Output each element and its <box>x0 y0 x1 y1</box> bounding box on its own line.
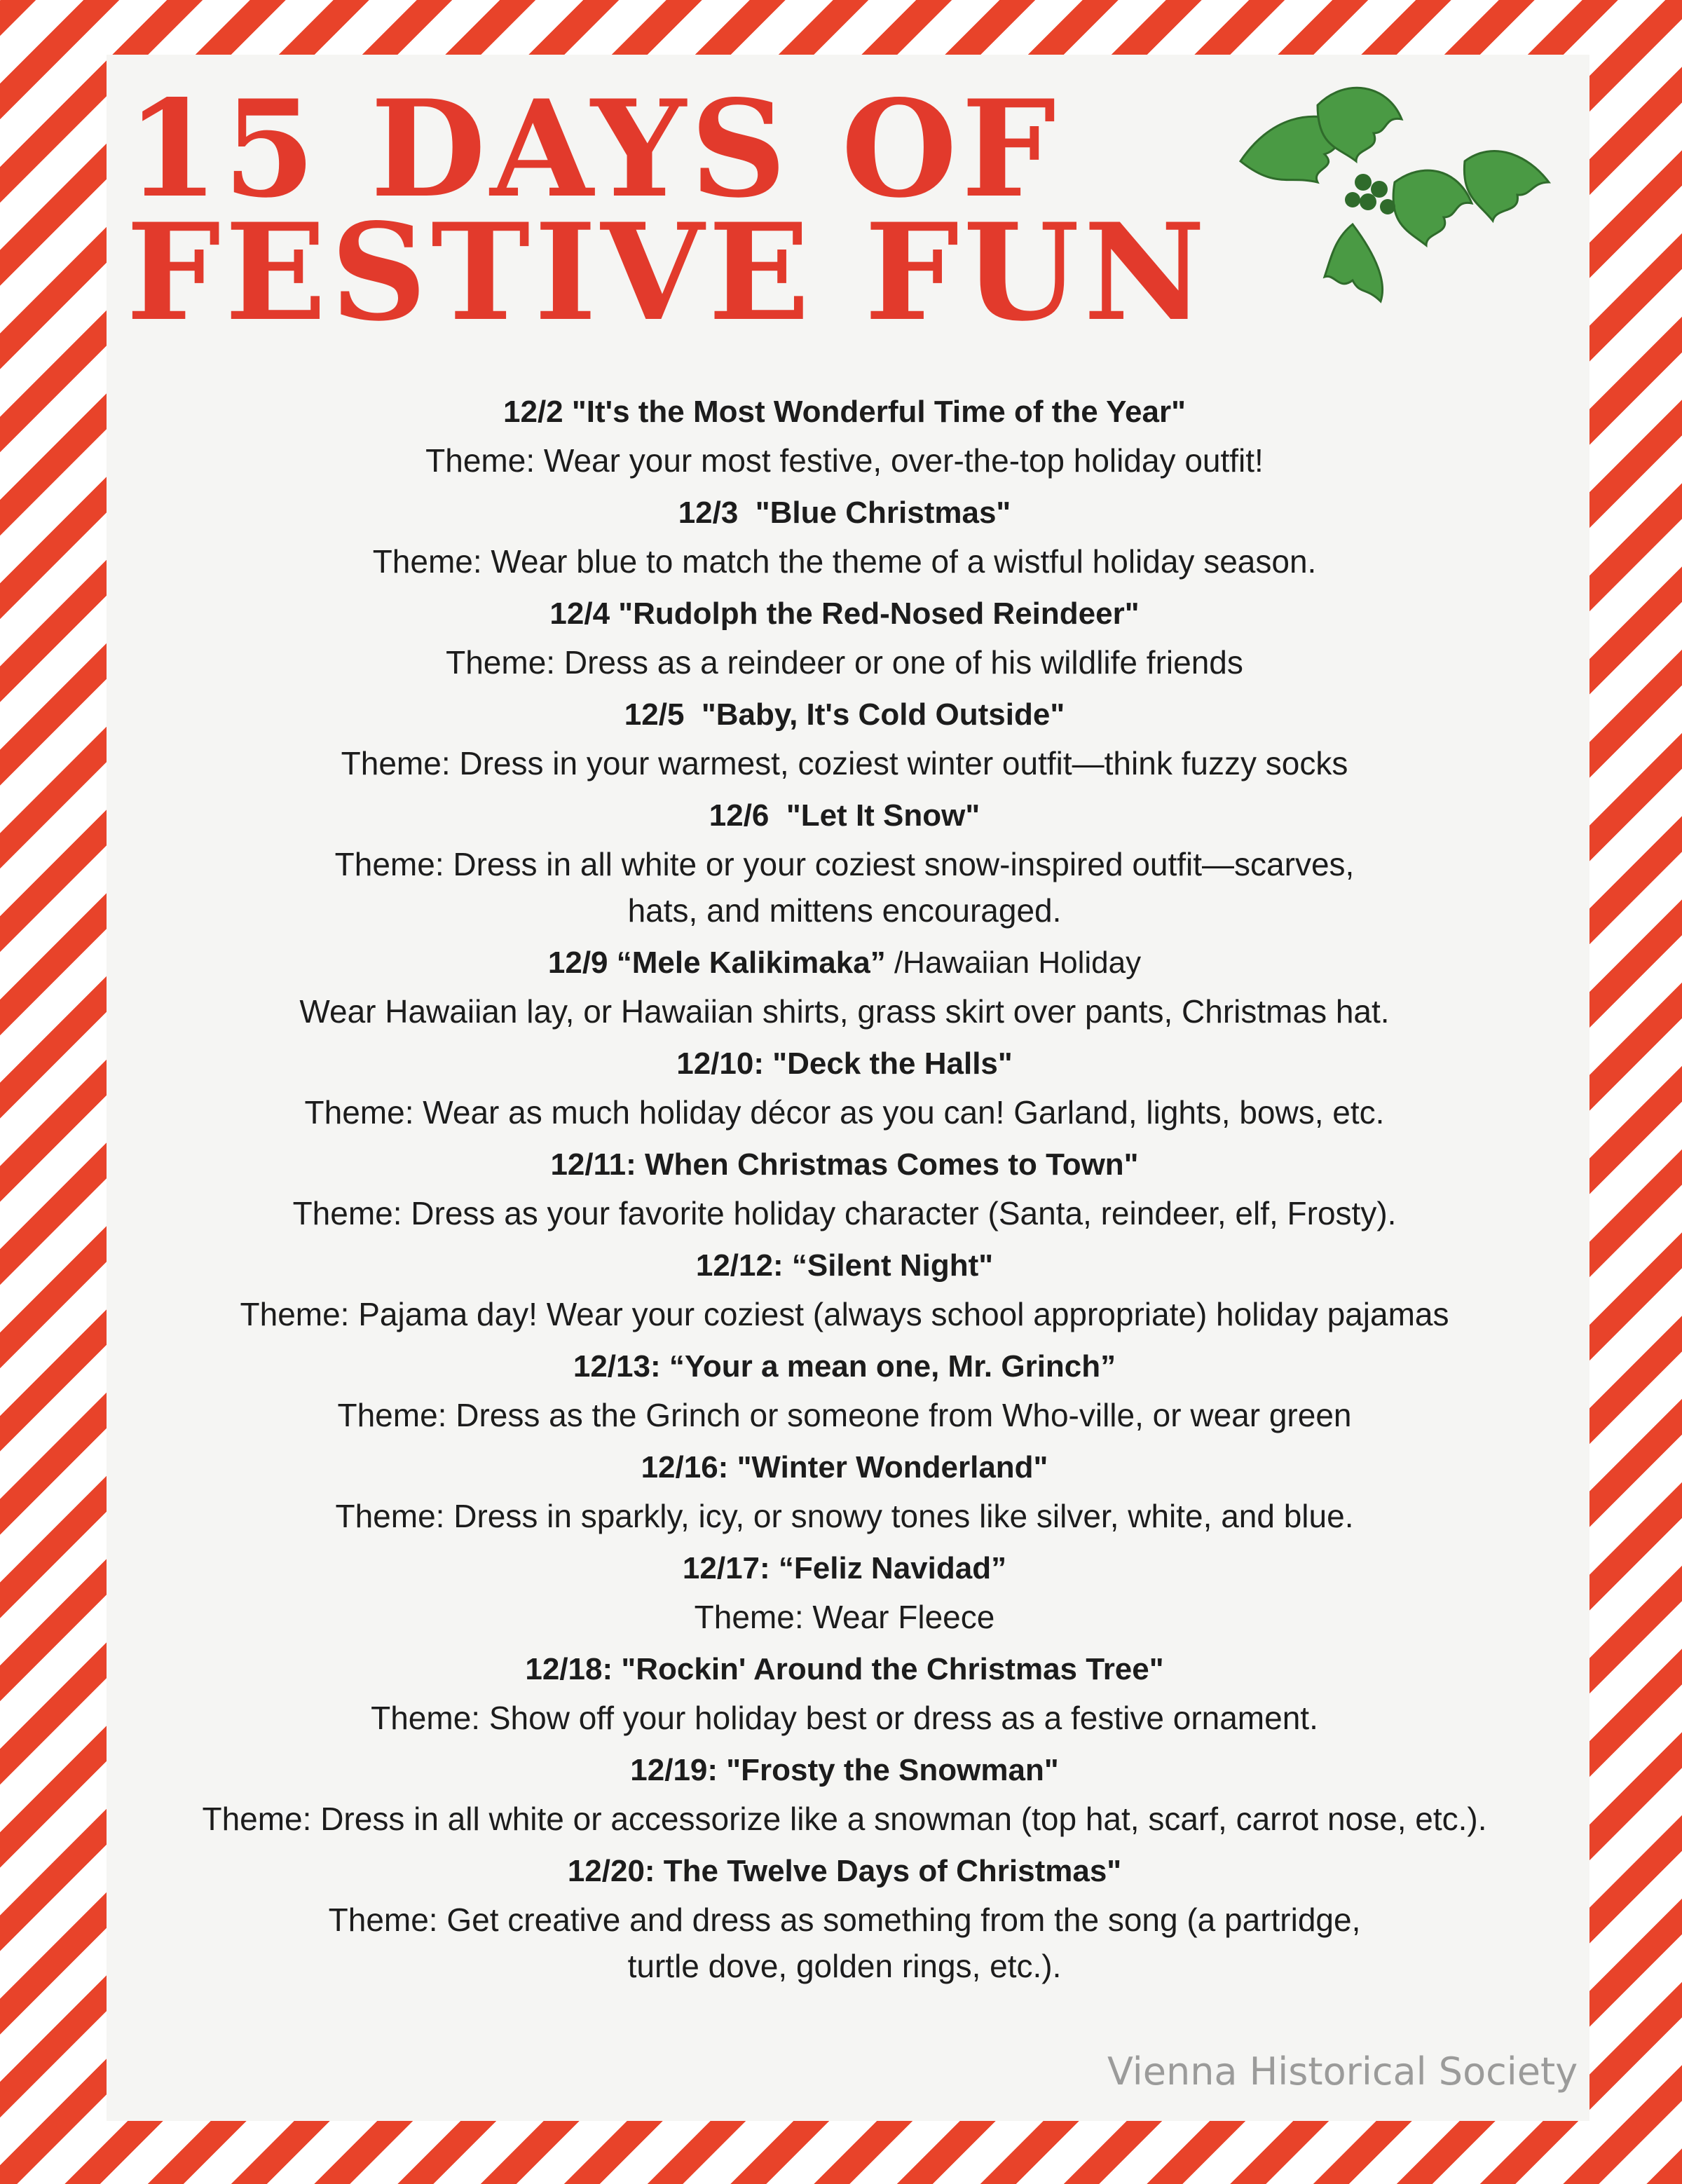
schedule-entry-12-16 <box>98 1442 1591 1539</box>
entry-title: 12/13: “Your a mean one, Mr. Grinch” <box>573 1349 1116 1384</box>
entry-title: 12/6 "Let It Snow" <box>709 798 980 833</box>
entry-title: 12/2 "It's the Most Wonderful Time of the Year" <box>503 395 1186 429</box>
title-line-2: FESTIVE FUN <box>126 194 1210 350</box>
schedule-entry-12-5 <box>98 690 1591 786</box>
entry-description: Theme: Wear Fleece <box>694 1599 995 1635</box>
entry-description: Theme: Wear as much holiday décor as you can! Garland, lights, bows, etc. <box>304 1094 1385 1131</box>
schedule-entry-12-3 <box>98 488 1591 585</box>
schedule-entry-12-12 <box>98 1241 1591 1337</box>
entry-description: Theme: Dress in all white or accessorize like a snowman (top hat, scarf, carrot nose, etc.). <box>202 1801 1487 1837</box>
entry-title: 12/20: The Twelve Days of Christmas" <box>567 1854 1122 1888</box>
entry-description: Theme: Dress in sparkly, icy, or snowy tones like silver, white, and blue. <box>335 1498 1354 1534</box>
entry-description: Theme: Dress in all white or your coziest snow-inspired outfit—scarves, hats, and mittens encouraged. <box>334 846 1355 929</box>
entry-title: 12/17: “Feliz Navidad” <box>682 1551 1007 1585</box>
entry-description: Wear Hawaiian lay, or Hawaiian shirts, grass skirt over pants, Christmas hat. <box>299 993 1390 1030</box>
schedule-entry-12-2 <box>98 387 1591 484</box>
schedule-entry-12-9 <box>98 938 1591 1035</box>
entry-title: 12/3 "Blue Christmas" <box>678 496 1011 530</box>
entry-title: 12/18: "Rockin' Around the Christmas Tree" <box>525 1652 1164 1686</box>
flyer-title <box>126 71 1210 350</box>
schedule-entry-12-17 <box>98 1543 1591 1640</box>
entry-title: 12/4 "Rudolph the Red-Nosed Reindeer" <box>549 596 1140 631</box>
theme-schedule <box>98 387 1591 1993</box>
schedule-entry-12-20 <box>98 1846 1591 1989</box>
schedule-entry-12-10 <box>98 1039 1591 1135</box>
entry-title: 12/10: "Deck the Halls" <box>676 1046 1013 1081</box>
holly-icon <box>1212 77 1563 308</box>
entry-description: Theme: Dress as your favorite holiday character (Santa, reindeer, elf, Frosty). <box>292 1195 1397 1231</box>
entry-description: Theme: Get creative and dress as something from the song (a partridge, turtle dove, golden rings, etc.). <box>328 1902 1361 1984</box>
schedule-entry-12-6 <box>98 791 1591 934</box>
schedule-entry-12-11 <box>98 1140 1591 1236</box>
schedule-entry-12-4 <box>98 589 1591 685</box>
entry-title: 12/5 "Baby, It's Cold Outside" <box>624 697 1065 732</box>
entry-description: Theme: Wear blue to match the theme of a wistful holiday season. <box>372 543 1317 580</box>
schedule-entry-12-13 <box>98 1342 1591 1438</box>
schedule-entry-12-18 <box>98 1644 1591 1741</box>
entry-title: 12/12: “Silent Night" <box>695 1248 994 1283</box>
entry-description: Theme: Dress in your warmest, coziest winter outfit—think fuzzy socks <box>341 745 1348 782</box>
entry-description: Theme: Wear your most festive, over-the-top holiday outfit! <box>425 442 1264 479</box>
entry-title: 12/19: "Frosty the Snowman" <box>630 1753 1059 1787</box>
entry-description: Theme: Pajama day! Wear your coziest (always school appropriate) holiday pajamas <box>240 1296 1449 1332</box>
entry-title: 12/9 “Mele Kalikimaka” /Hawaiian Holiday <box>547 946 1142 980</box>
entry-description: Theme: Dress as the Grinch or someone from Who-ville, or wear green <box>337 1397 1352 1433</box>
archive-watermark: Vienna Historical Society <box>1107 2049 1578 2094</box>
entry-description: Theme: Dress as a reindeer or one of his wildlife friends <box>446 644 1243 681</box>
entry-description: Theme: Show off your holiday best or dress as a festive ornament. <box>371 1700 1318 1736</box>
entry-title: 12/11: When Christmas Comes to Town" <box>550 1147 1139 1182</box>
schedule-entry-12-19 <box>98 1745 1591 1842</box>
entry-title: 12/16: "Winter Wonderland" <box>641 1450 1048 1485</box>
title-line-1: 15 DAYS OF <box>126 71 1060 227</box>
